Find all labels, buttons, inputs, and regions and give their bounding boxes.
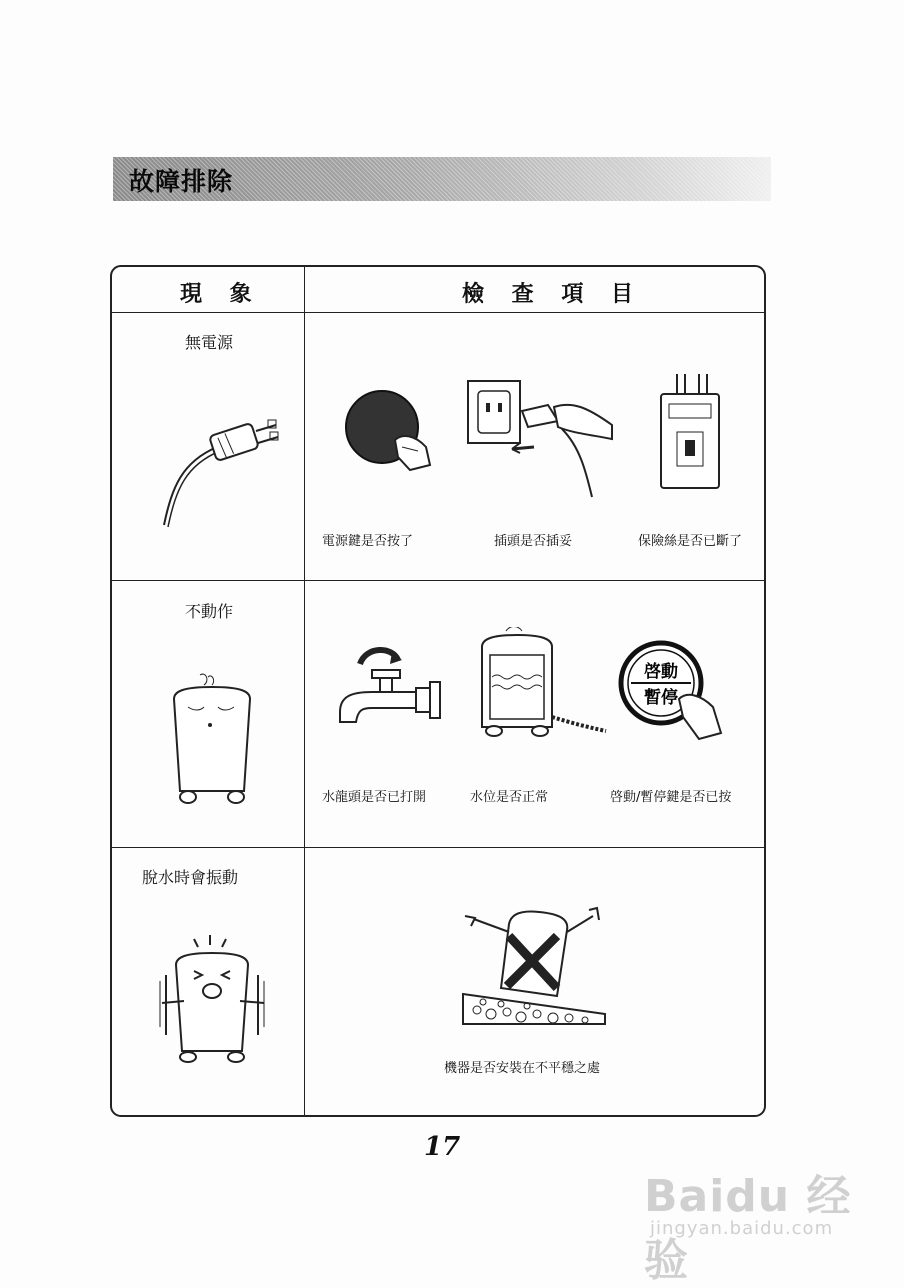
check-caption: 機器是否安裝在不平穩之處 (444, 1061, 601, 1076)
start-label: 啓動 (644, 662, 678, 682)
section-title: 故障排除 (129, 167, 234, 196)
symptom-label: 無電源 (185, 333, 234, 352)
power-button-illustration (340, 385, 440, 485)
header-divider (112, 312, 764, 313)
wall-socket-illustration (462, 377, 622, 502)
check-caption: 插頭是否插妥 (494, 534, 573, 549)
check-caption: 水位是否正常 (470, 790, 549, 805)
column-divider (304, 267, 305, 1115)
pause-label: 暫停 (644, 688, 678, 708)
page-number: 17 (424, 1132, 461, 1162)
idle-washer-illustration (162, 669, 262, 809)
vibrating-washer-illustration (154, 935, 272, 1065)
row-divider (112, 580, 764, 581)
water-level-illustration (472, 627, 612, 747)
water-tap-illustration (332, 642, 444, 742)
watermark-brand: Baidu 经验 (644, 1171, 852, 1286)
symptom-label: 不動作 (185, 602, 234, 621)
power-plug-illustration (152, 407, 282, 532)
check-caption: 電源鍵是否按了 (322, 534, 414, 549)
section-banner (113, 157, 771, 201)
check-caption: 保險絲是否已斷了 (638, 534, 743, 549)
check-caption: 啓動/暫停鍵是否已按 (610, 790, 732, 805)
check-caption: 水龍頭是否已打開 (322, 790, 427, 805)
watermark-url: jingyan.baidu.com (650, 1218, 834, 1239)
symptom-label: 脫水時會振動 (142, 868, 239, 887)
fuse-box-illustration (655, 372, 725, 492)
start-pause-button-illustration (617, 639, 727, 749)
watermark (644, 1160, 864, 1286)
troubleshooting-table (110, 265, 766, 1117)
row-divider (112, 847, 764, 848)
uneven-floor-illustration (457, 902, 607, 1032)
column-header-symptom: 現 象 (180, 282, 262, 307)
column-header-check: 檢 查 項 目 (462, 282, 643, 307)
